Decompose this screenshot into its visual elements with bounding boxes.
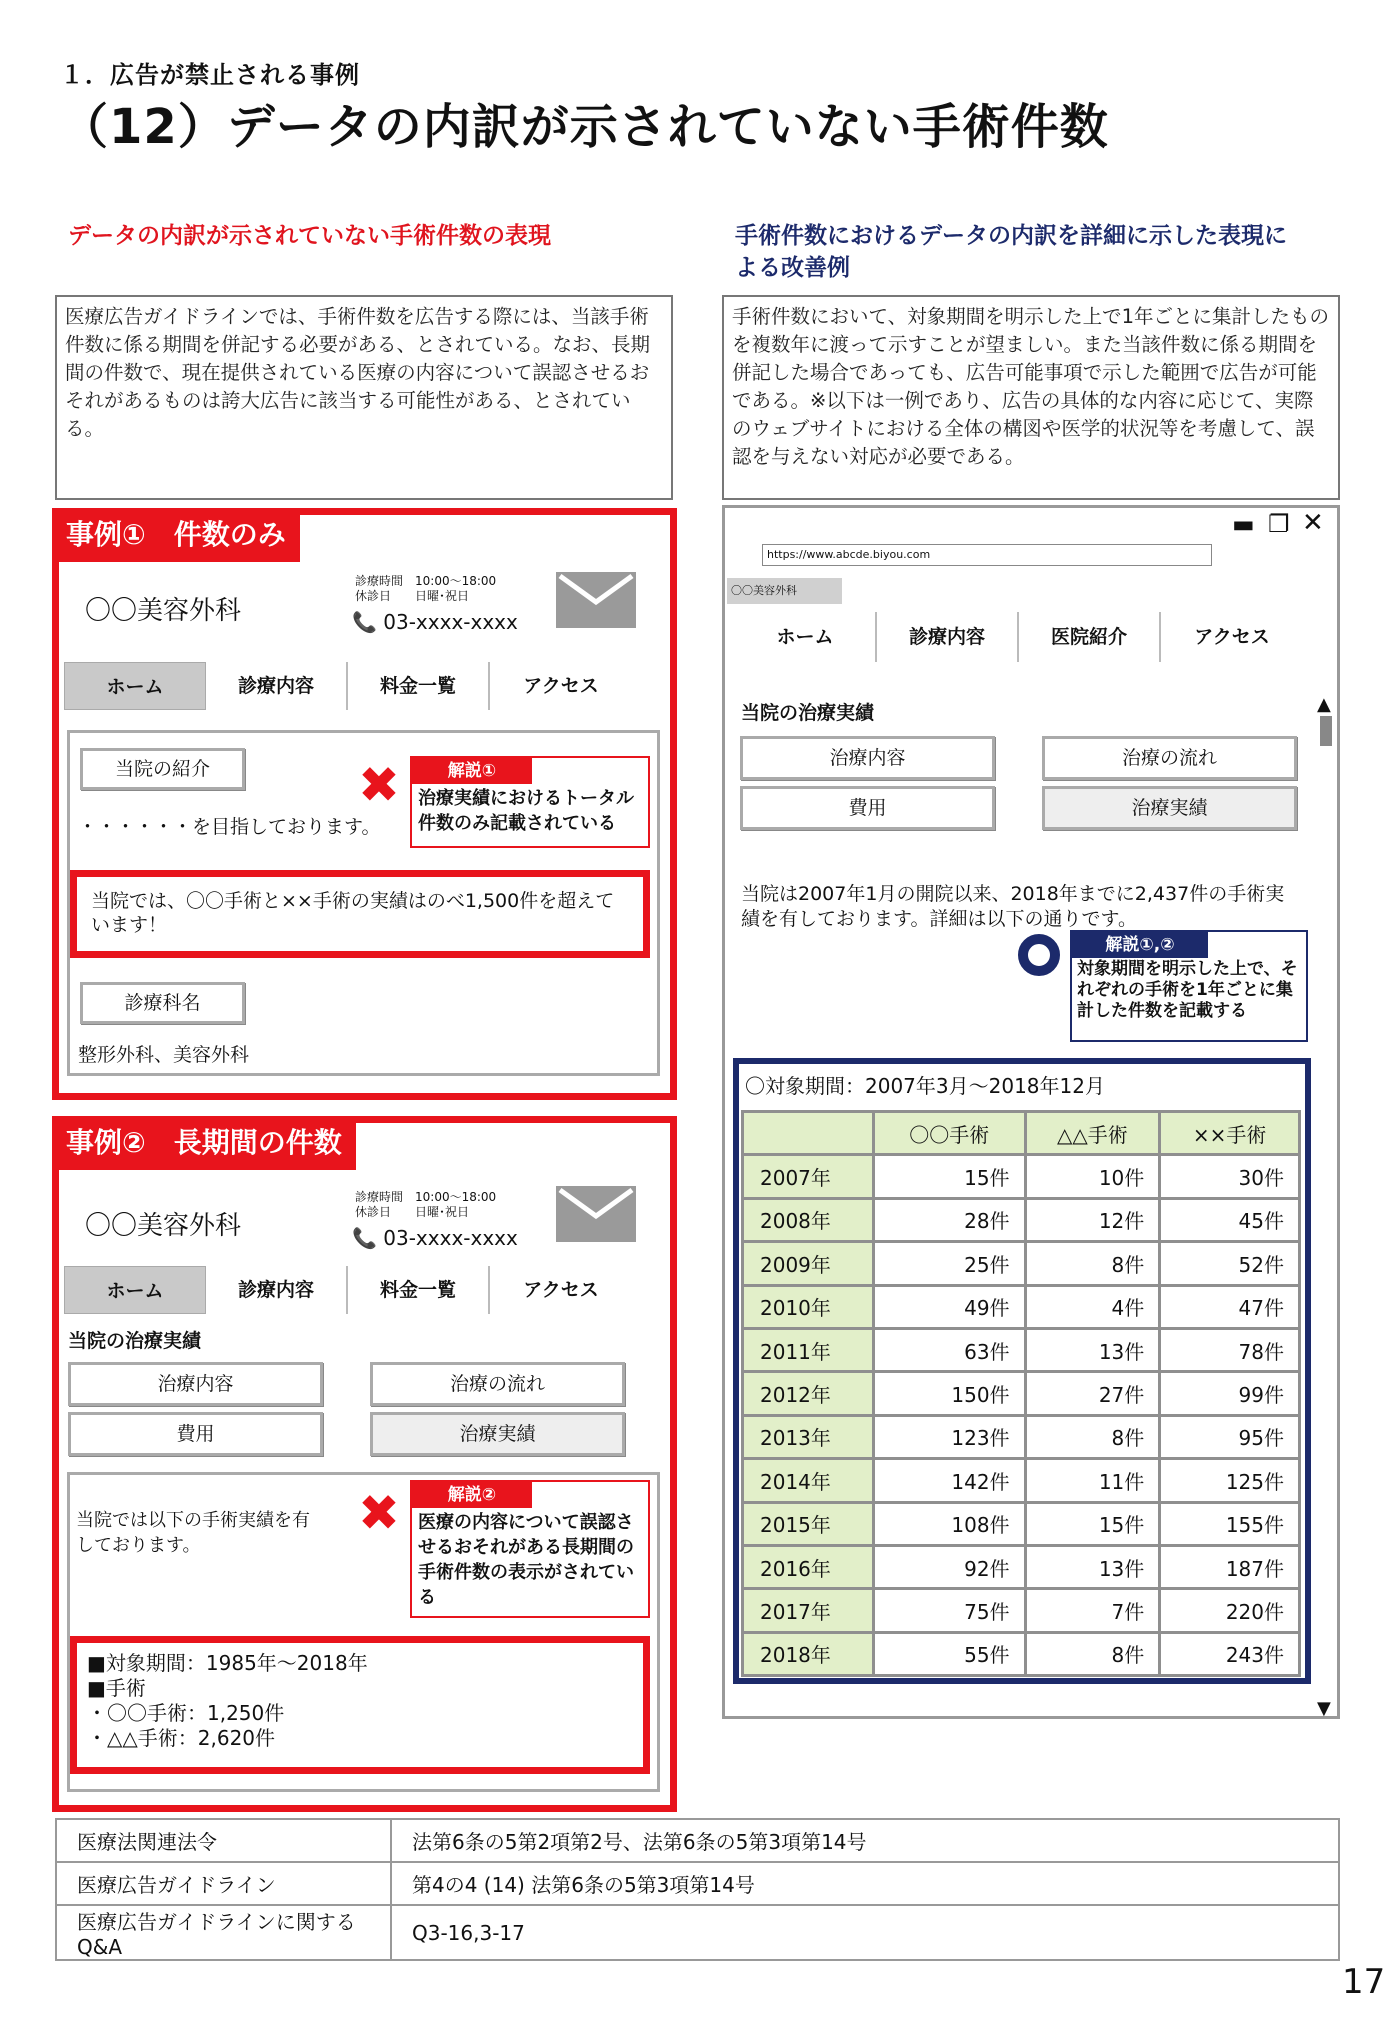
value-cell: 4件 <box>1025 1285 1160 1328</box>
value-cell: 150件 <box>874 1372 1026 1415</box>
case2-intro: 当院では以下の手術実績を有しております。 <box>76 1510 310 1556</box>
closed-label: 休診日 <box>355 1205 392 1219</box>
callout-text: 対象期間を明示した上で、それぞれの手術を1年ごとに集計した件数を記載する <box>1077 959 1298 1021</box>
year-cell: 2009年 <box>743 1242 874 1285</box>
callout-text: 医療の内容について誤認させるおそれがある長期間の手術件数の表示がされている <box>418 1512 634 1608</box>
case1-phone <box>352 610 518 634</box>
year-cell: 2012年 <box>743 1372 874 1415</box>
header-cell: ××手術 <box>1160 1112 1300 1155</box>
scrollbar-thumb[interactable] <box>1320 716 1332 746</box>
case1-clinic-name: 〇〇美容外科 <box>85 596 242 626</box>
section-heading: １．広告が禁止される事例 <box>60 61 360 89</box>
phone-icon: 📞 <box>352 610 377 634</box>
year-cell: 2013年 <box>743 1415 874 1458</box>
value-cell: 95件 <box>1160 1415 1300 1458</box>
value-cell: 63件 <box>874 1328 1026 1371</box>
case2-clinic-name: 〇〇美容外科 <box>85 1211 242 1241</box>
hours-value: 10:00～18:00 <box>415 574 497 588</box>
value-cell: 28件 <box>874 1198 1026 1241</box>
btn-results[interactable]: 治療実績 <box>1042 786 1297 830</box>
maximize-icon[interactable]: ❐ <box>1268 510 1290 538</box>
claim-line: ■対象期間：1985年～2018年 <box>87 1651 368 1675</box>
claim-line: ・△△手術：2,620件 <box>87 1726 276 1750</box>
cross-icon: ✖ <box>358 1484 400 1542</box>
case2-nav <box>64 1266 632 1314</box>
callout-text: 治療実績におけるトータル件数のみ記載されている <box>418 788 634 834</box>
hours-value: 10:00～18:00 <box>415 1190 497 1204</box>
results-table <box>741 1110 1301 1677</box>
table-row <box>743 1285 1300 1328</box>
browser-section-title: 当院の治療実績 <box>741 702 875 724</box>
value-cell: 8件 <box>1025 1415 1160 1458</box>
case1-label: 事例① 件数のみ <box>52 508 300 562</box>
value-cell: 8件 <box>1025 1242 1160 1285</box>
browser-intro: 当院は2007年1月の開院以来、2018年までに2,437件の手術実績を有しております。詳細は以下の通りです。 <box>741 883 1285 930</box>
value-cell: 15件 <box>1025 1502 1160 1545</box>
value-cell: 12件 <box>1025 1198 1160 1241</box>
case2-section-title: 当院の治療実績 <box>68 1330 202 1352</box>
nav-about[interactable]: 医院紹介 <box>1019 612 1161 662</box>
btn-treatment[interactable]: 治療内容 <box>68 1362 323 1406</box>
phone-number: 03-xxxx-xxxx <box>383 610 518 634</box>
minimize-icon[interactable]: ▬ <box>1232 510 1255 538</box>
year-cell: 2008年 <box>743 1198 874 1241</box>
closed-label: 休診日 <box>355 589 392 603</box>
dept-button[interactable]: 診療科名 <box>80 982 245 1024</box>
circle-icon <box>1018 934 1060 976</box>
phone-number: 03-xxxx-xxxx <box>383 1226 518 1250</box>
reference-label: 医療広告ガイドライン <box>56 1862 391 1905</box>
nav-services[interactable]: 診療内容 <box>206 1266 348 1314</box>
table-row <box>743 1459 1300 1502</box>
callout-label: 解説② <box>412 1482 532 1508</box>
close-icon[interactable]: ✕ <box>1302 508 1324 538</box>
header-cell: △△手術 <box>1025 1112 1160 1155</box>
value-cell: 49件 <box>874 1285 1026 1328</box>
year-cell: 2014年 <box>743 1459 874 1502</box>
browser-tab[interactable]: 〇〇美容外科 <box>727 578 842 604</box>
case2-callout <box>410 1480 650 1618</box>
year-cell: 2018年 <box>743 1632 874 1675</box>
value-cell: 15件 <box>874 1155 1026 1198</box>
case2-label: 事例② 長期間の件数 <box>52 1116 356 1170</box>
hours-label: 診療時間 <box>355 1190 404 1204</box>
header-cell: 〇〇手術 <box>874 1112 1026 1155</box>
nav-access[interactable]: アクセス <box>523 675 599 697</box>
reference-table <box>55 1818 1340 1961</box>
table-row <box>743 1632 1300 1675</box>
page-number: 17 <box>1342 1962 1386 2002</box>
closed-value: 日曜･祝日 <box>415 589 470 603</box>
value-cell: 243件 <box>1160 1632 1300 1675</box>
reference-value: Q3-16,3-17 <box>391 1905 1339 1960</box>
year-cell: 2017年 <box>743 1589 874 1632</box>
table-row <box>743 1372 1300 1415</box>
left-heading: データの内訳が示されていない手術件数の表現 <box>68 223 551 249</box>
table-row <box>743 1545 1300 1588</box>
header-cell <box>743 1112 874 1155</box>
value-cell: 220件 <box>1160 1589 1300 1632</box>
value-cell: 27件 <box>1025 1372 1160 1415</box>
value-cell: 78件 <box>1160 1328 1300 1371</box>
reference-value: 第4の4 (14) 法第6条の5第3項第14号 <box>391 1862 1339 1905</box>
callout-label: 解説① <box>412 758 532 784</box>
mail-icon <box>556 1186 636 1246</box>
intro-button[interactable]: 当院の紹介 <box>80 748 245 790</box>
case2-phone <box>352 1226 518 1250</box>
mail-icon <box>556 572 636 632</box>
nav-services[interactable]: 診療内容 <box>206 662 348 710</box>
table-row <box>743 1155 1300 1198</box>
case1-hours <box>355 574 575 604</box>
btn-flow[interactable]: 治療の流れ <box>1042 736 1297 780</box>
value-cell: 92件 <box>874 1545 1026 1588</box>
callout-label: 解説①,② <box>1072 932 1208 958</box>
value-cell: 8件 <box>1025 1632 1160 1675</box>
value-cell: 11件 <box>1025 1459 1160 1502</box>
scroll-down-icon[interactable]: ▼ <box>1317 1698 1331 1719</box>
btn-cost[interactable]: 費用 <box>740 786 995 830</box>
year-cell: 2016年 <box>743 1545 874 1588</box>
btn-flow[interactable]: 治療の流れ <box>370 1362 625 1406</box>
value-cell: 142件 <box>874 1459 1026 1502</box>
value-cell: 125件 <box>1160 1459 1300 1502</box>
btn-results[interactable]: 治療実績 <box>370 1412 625 1456</box>
case1-claim: 当院では、〇〇手術と××手術の実績はのべ1,500件を超えています！ <box>70 870 650 958</box>
left-description: 医療広告ガイドラインでは、手術件数を広告する際には、当該手術件数に係る期間を併記する必要がある、とされている。なお、長期間の件数で、現在提供されている医療の内容について誤認させるおそれがあるものは誇大広告に該当する可能性がある、とされている。 <box>55 295 673 500</box>
btn-cost[interactable]: 費用 <box>68 1412 323 1456</box>
value-cell: 99件 <box>1160 1372 1300 1415</box>
page-title: （12）データの内訳が示されていない手術件数 <box>60 99 1109 155</box>
nav-home[interactable]: ホーム <box>64 1266 206 1314</box>
value-cell: 155件 <box>1160 1502 1300 1545</box>
claim-line: ・〇〇手術：1,250件 <box>87 1701 285 1725</box>
value-cell: 55件 <box>874 1632 1026 1675</box>
right-description: 手術件数において、対象期間を明示した上で1年ごとに集計したものを複数年に渡って示すことが望ましい。また当該件数に係る期間を併記した場合であっても、広告可能事項で示した範囲で広告が可能である。※以下は一例であり、広告の具体的な内容に応じて、実際のウェブサイトにおける全体の構図や医学的状況等を考慮して、誤認を与えない対応が必要である。 <box>722 295 1340 500</box>
table-row <box>743 1589 1300 1632</box>
browser-nav <box>735 612 1303 662</box>
year-cell: 2010年 <box>743 1285 874 1328</box>
reference-label: 医療法関連法令 <box>56 1819 391 1862</box>
value-cell: 13件 <box>1025 1545 1160 1588</box>
value-cell: 13件 <box>1025 1328 1160 1371</box>
nav-services[interactable]: 診療内容 <box>877 612 1019 662</box>
case2-hours <box>355 1190 575 1220</box>
claim-line: ■手術 <box>87 1676 146 1700</box>
value-cell: 25件 <box>874 1242 1026 1285</box>
value-cell: 47件 <box>1160 1285 1300 1328</box>
reference-row <box>56 1862 1339 1905</box>
table-row <box>743 1242 1300 1285</box>
year-cell: 2007年 <box>743 1155 874 1198</box>
nav-access[interactable]: アクセス <box>523 1279 599 1301</box>
table-row <box>743 1502 1300 1545</box>
case1-callout <box>410 756 650 848</box>
value-cell: 123件 <box>874 1415 1026 1458</box>
btn-treatment[interactable]: 治療内容 <box>740 736 995 780</box>
hours-label: 診療時間 <box>355 574 404 588</box>
reference-value: 法第6条の5第2項第2号、法第6条の5第3項第14号 <box>391 1819 1339 1862</box>
case2-claim <box>70 1636 650 1774</box>
reference-label: 医療広告ガイドラインに関するQ&A <box>56 1905 391 1960</box>
table-header-row <box>743 1112 1300 1155</box>
table-row <box>743 1415 1300 1458</box>
nav-access[interactable]: アクセス <box>1194 626 1270 648</box>
value-cell: 45件 <box>1160 1198 1300 1241</box>
nav-prices[interactable]: 料金一覧 <box>348 662 490 710</box>
nav-home[interactable]: ホーム <box>64 662 206 710</box>
dept-text: 整形外科、美容外科 <box>78 1044 250 1066</box>
reference-row <box>56 1905 1339 1960</box>
nav-home[interactable]: ホーム <box>735 612 877 662</box>
value-cell: 187件 <box>1160 1545 1300 1588</box>
intro-text: ・・・・・・を目指しております。 <box>78 816 381 838</box>
value-cell: 108件 <box>874 1502 1026 1545</box>
value-cell: 10件 <box>1025 1155 1160 1198</box>
year-cell: 2015年 <box>743 1502 874 1545</box>
scroll-up-icon[interactable]: ▲ <box>1317 694 1331 715</box>
case1-nav <box>64 662 632 710</box>
table-row <box>743 1328 1300 1371</box>
value-cell: 30件 <box>1160 1155 1300 1198</box>
value-cell: 52件 <box>1160 1242 1300 1285</box>
reference-row <box>56 1819 1339 1862</box>
value-cell: 7件 <box>1025 1589 1160 1632</box>
table-row <box>743 1198 1300 1241</box>
closed-value: 日曜･祝日 <box>415 1205 470 1219</box>
right-heading: 手術件数におけるデータの内訳を詳細に示した表現による改善例 <box>735 223 1287 281</box>
period-label: 〇対象期間：2007年3月～2018年12月 <box>745 1074 1105 1098</box>
year-cell: 2011年 <box>743 1328 874 1371</box>
nav-prices[interactable]: 料金一覧 <box>348 1266 490 1314</box>
url-bar[interactable]: https://www.abcde.biyou.com <box>762 544 1212 566</box>
value-cell: 75件 <box>874 1589 1026 1632</box>
browser-callout <box>1070 930 1308 1042</box>
phone-icon: 📞 <box>352 1226 377 1250</box>
cross-icon: ✖ <box>358 756 400 814</box>
